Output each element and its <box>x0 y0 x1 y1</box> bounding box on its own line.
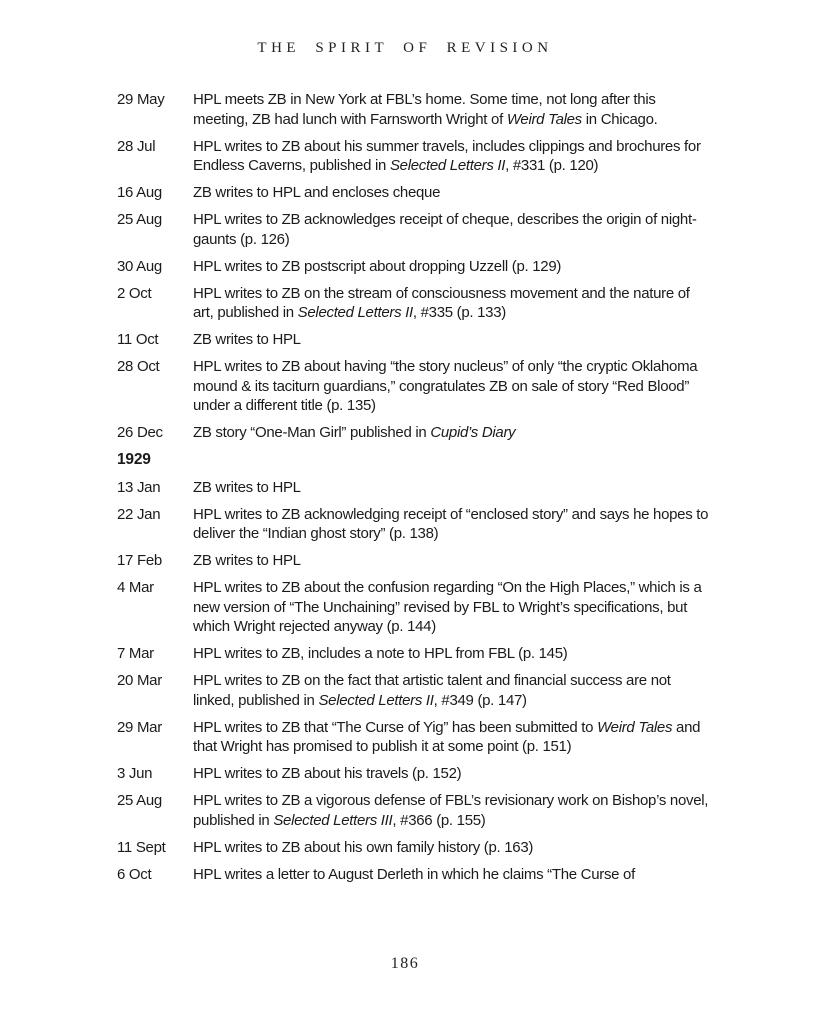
entry-description: HPL writes to ZB about his travels (p. 152) <box>193 765 462 782</box>
timeline-entry <box>117 764 717 784</box>
entry-description: HPL writes to ZB about his summer travels, includes clippings and brochures for Endless Caverns, published in Selected Letters II, #331 (p. 120) <box>193 137 701 174</box>
timeline-entry <box>117 718 717 757</box>
entry-date: 20 Mar <box>117 672 162 689</box>
entry-date: 16 Aug <box>117 184 162 201</box>
entry-description: HPL writes to ZB acknowledging receipt of “enclosed story” and says he hopes to deliver the “Indian ghost story” (p. 138) <box>193 505 709 542</box>
timeline-entry <box>117 551 717 571</box>
entry-date: 25 Aug <box>117 792 162 809</box>
entry-date: 11 Oct <box>117 331 159 348</box>
entry-description: ZB writes to HPL and encloses cheque <box>193 184 441 201</box>
timeline-entry <box>117 183 717 203</box>
entry-description: HPL writes to ZB on the stream of consciousness movement and the nature of art, published in Selected Letters II, #335 (p. 133) <box>193 284 690 321</box>
entry-description: ZB writes to HPL <box>193 478 301 496</box>
entry-description: HPL writes to ZB about his own family history (p. 163) <box>193 838 534 856</box>
entry-date: 30 Aug <box>117 257 162 275</box>
entry-description: HPL writes to ZB postscript about dropping Uzzell (p. 129) <box>193 257 562 275</box>
timeline-entry <box>117 137 717 176</box>
timeline-entry <box>117 578 717 637</box>
entry-description: HPL writes to ZB a vigorous defense of FBL’s revisionary work on Bishop’s novel, published in Selected Letters III, #366 (p. 155) <box>193 792 709 829</box>
timeline-entry <box>117 671 717 710</box>
timeline-entry <box>117 357 717 416</box>
entry-date: 29 May <box>117 91 165 108</box>
entry-description: HPL writes to ZB, includes a note to HPL from FBL (p. 145) <box>193 645 568 662</box>
entry-description: HPL meets ZB in New York at FBL’s home. Some time, not long after this meeting, ZB had lunch with Farnsworth Wright of Weird Tales in Chicago. <box>193 91 658 128</box>
entry-description: ZB story “One-Man Girl” published in Cupid’s Diary <box>193 424 516 441</box>
entry-date: 17 Feb <box>117 552 162 569</box>
entry-date: 11 Sept <box>117 838 166 856</box>
entry-date: 26 Dec <box>117 424 163 441</box>
entry-description: ZB writes to HPL <box>193 331 301 348</box>
entry-date: 13 Jan <box>117 478 161 496</box>
page-title: THE SPIRIT OF REVISION <box>257 40 553 56</box>
entry-description: HPL writes to ZB acknowledges receipt of cheque, describes the origin of night-gaunts (p. 126) <box>193 211 697 248</box>
page-number: 186 <box>390 955 420 972</box>
entry-date: 2 Oct <box>117 284 152 302</box>
entry-description: HPL writes a letter to August Derleth in which he claims “The Curse of <box>193 865 635 883</box>
entry-date: 28 Oct <box>117 358 160 375</box>
timeline-entry <box>117 330 717 350</box>
year-heading: 1929 <box>117 451 151 468</box>
entry-date: 28 Jul <box>117 137 156 155</box>
timeline-entry <box>117 505 717 544</box>
entry-date: 4 Mar <box>117 579 154 596</box>
entry-description: HPL writes to ZB on the fact that artistic talent and financial success are not linked, published in Selected Letters II, #349 (p. 147) <box>193 672 671 709</box>
timeline-entry <box>117 791 717 830</box>
entry-date: 3 Jun <box>117 765 153 782</box>
entry-date: 6 Oct <box>117 865 152 883</box>
entry-description: HPL writes to ZB about having “the story nucleus” of only “the cryptic Oklahoma mound & its taciturn guardians,” congratulates ZB on sale of story “Red Blood” under a different title (p. 135) <box>193 358 698 414</box>
timeline-entry <box>117 838 717 858</box>
entry-date: 7 Mar <box>117 645 154 662</box>
timeline-entry <box>117 865 717 885</box>
entry-description: HPL writes to ZB about the confusion regarding “On the High Places,” which is a new version of “The Unchaining” revised by FBL to Wright’s specifications, but which Wright rejected anyway (p. 144) <box>193 579 702 635</box>
entry-date: 22 Jan <box>117 505 161 523</box>
entry-description: HPL writes to ZB that “The Curse of Yig” has been submitted to Weird Tales and that Wright has promised to publish it at some point (p. 151) <box>193 718 701 755</box>
timeline-entry <box>117 257 717 277</box>
timeline-entry <box>117 90 717 129</box>
timeline-entry <box>117 644 717 664</box>
entry-description: ZB writes to HPL <box>193 552 301 569</box>
entry-date: 29 Mar <box>117 718 162 736</box>
timeline-entry <box>117 423 717 443</box>
timeline-entry <box>117 478 717 498</box>
timeline-entry <box>117 210 717 249</box>
timeline-entry <box>117 284 717 323</box>
timeline <box>117 90 717 892</box>
entry-date: 25 Aug <box>117 211 162 228</box>
